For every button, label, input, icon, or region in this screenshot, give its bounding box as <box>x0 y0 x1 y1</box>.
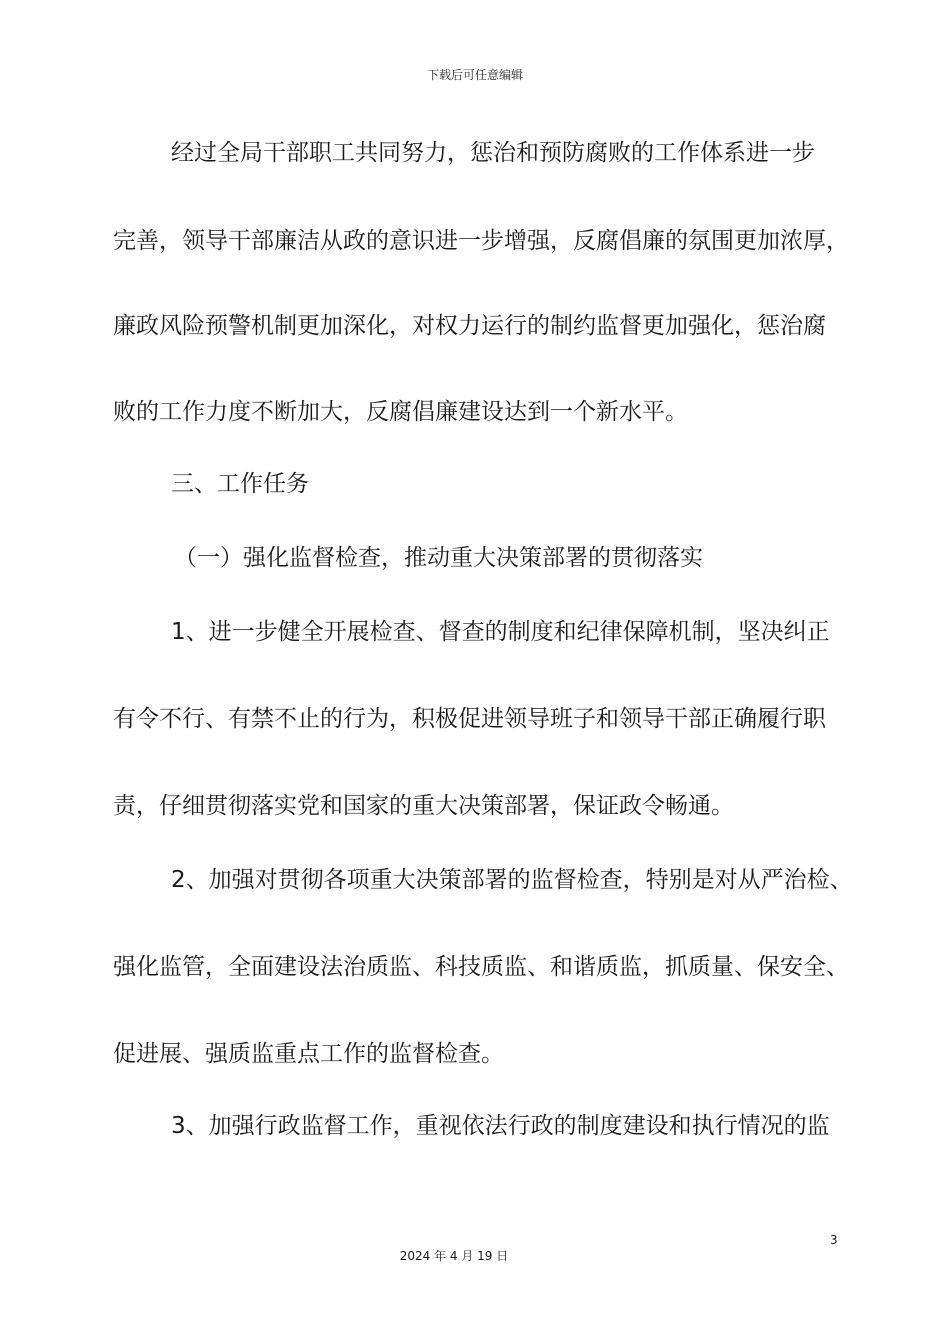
subsection-heading: （一）强化监督检查，推动重大决策部署的贯彻落实 <box>174 545 703 571</box>
paragraph-line: 责，仔细贯彻落实党和国家的重大决策部署，保证政令畅通。 <box>113 793 734 819</box>
paragraph-line: 3、加强行政监督工作，重视依法行政的制度建设和执行情况的监 <box>171 1113 830 1139</box>
footer-date: 2024 年 4 月 19 日 <box>399 1249 509 1263</box>
paragraph-line: 完善，领导干部廉洁从政的意识进一步增强，反腐倡廉的氛围更加浓厚， <box>113 228 849 254</box>
paragraph-line: 败的工作力度不断加大，反腐倡廉建设达到一个新水平。 <box>113 399 688 425</box>
paragraph-line: 经过全局干部职工共同努力，惩治和预防腐败的工作体系进一步 <box>171 140 815 166</box>
paragraph-line: 强化监管，全面建设法治质监、科技质监、和谐质监，抓质量、保安全、 <box>113 954 849 980</box>
page-number: 3 <box>830 1233 838 1247</box>
section-heading: 三、工作任务 <box>171 471 309 497</box>
paragraph-line: 有令不行、有禁不止的行为，积极促进领导班子和领导干部正确履行职 <box>113 706 826 732</box>
paragraph-line: 廉政风险预警机制更加深化，对权力运行的制约监督更加强化，惩治腐 <box>113 313 826 339</box>
paragraph-line: 2、加强对贯彻各项重大决策部署的监督检查，特别是对从严治检、 <box>171 867 853 893</box>
paragraph-line: 1、进一步健全开展检查、督查的制度和纪律保障机制，坚决纠正 <box>171 619 830 645</box>
paragraph-line: 促进展、强质监重点工作的监督检查。 <box>113 1041 504 1067</box>
page-header: 下载后可任意编辑 <box>426 68 523 82</box>
